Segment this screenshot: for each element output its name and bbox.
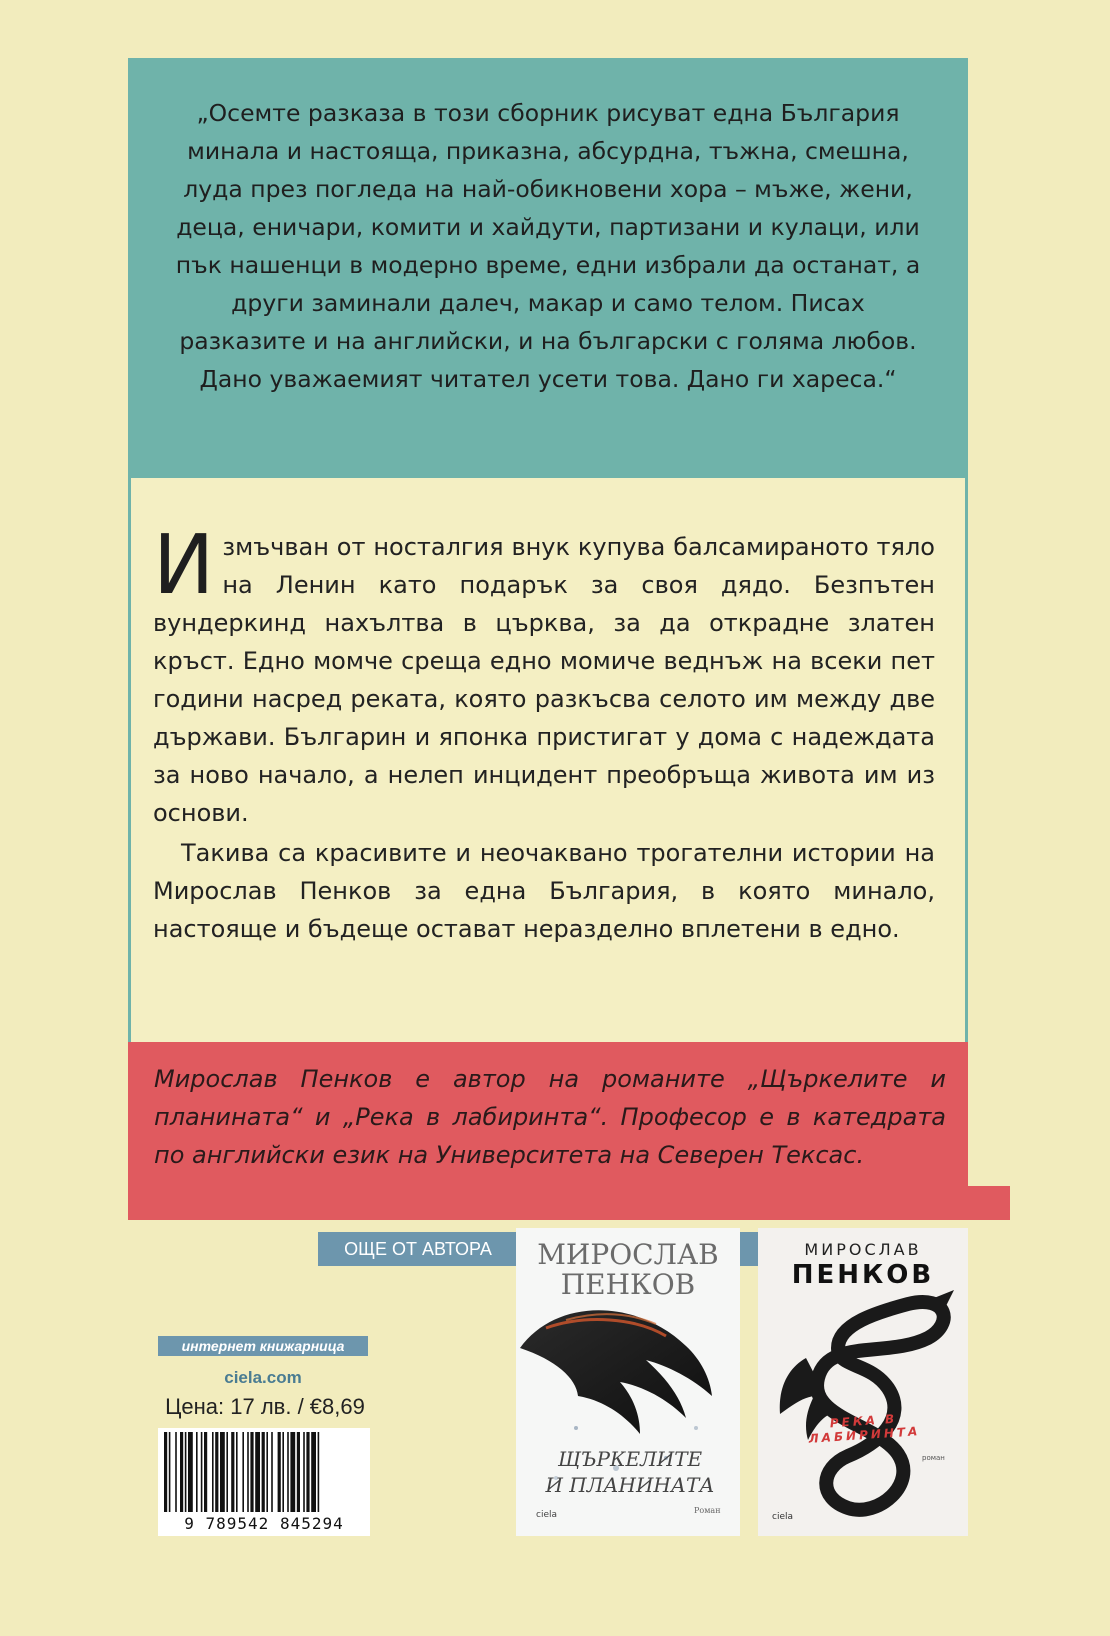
book2-genre: роман (922, 1454, 945, 1462)
description-paragraph-2: Такива са красивите и неочаквано трогателни истории на Мирослав Пенков за една България, в която минало, настояще и бъдеще остават неразделно вплетени в едно. (153, 839, 935, 943)
author-quote: „Осемте разказа в този сборник рисуват една България минала и настояща, приказна, абсурдна, тъжна, смешна, луда през погледа на най-обикновени хора – мъже, жени, деца, еничари, комити и хайдути, партизани и кулаци, или пък нашенци в модерно време, едни избрали да останат, а други заминали далеч, макар и само телом. Писах разказите и на английски, и на български с голяма любов. Дано уважаемият читател усети това. Дано ги хареса.“ (175, 99, 921, 393)
online-bookstore-label: интернет книжарница (158, 1336, 368, 1356)
book1-publisher-logo: ciela (536, 1510, 558, 1520)
author-bio: Мирослав Пенков е автор на романите „Щъркелите и планината“ и „Река в лабиринта“. Професор е в катедрата по английски език на Университета на Северен Тексас. (154, 1065, 946, 1169)
book1-title-line2: И ПЛАНИНАТА (545, 1473, 715, 1497)
book1-author-text: МИРОСЛАВ ПЕНКОВ (537, 1238, 719, 1301)
isbn-barcode (158, 1428, 370, 1536)
book2-publisher-logo: ciela (772, 1512, 794, 1522)
store-url-link[interactable]: ciela.com (224, 1368, 302, 1387)
book1-title (530, 1446, 730, 1498)
barcode-bars (158, 1432, 370, 1516)
more-from-author-strip (740, 1232, 760, 1266)
price-label: Цена: 17 лв. / €8,69 (165, 1394, 365, 1419)
description-paragraph-1 (153, 518, 935, 832)
book2-author-first: МИРОСЛАВ (804, 1240, 922, 1259)
book1-title-line1: ЩЪРКЕЛИТЕ (557, 1447, 703, 1471)
book-cover-river-in-labyrinth[interactable] (758, 1228, 968, 1536)
author-bio-box (128, 1042, 968, 1190)
book-cover-storks-and-mountain[interactable] (516, 1228, 740, 1536)
book2-title: РЕКА В ЛАБИРИНТА (808, 1411, 921, 1446)
book1-genre: Роман (694, 1506, 721, 1515)
serpent-illustration (758, 1228, 968, 1536)
isbn-digits: 9 789542 845294 (184, 1514, 344, 1533)
drop-cap: И (153, 518, 215, 613)
description-box (128, 478, 968, 1042)
book2-author-last: ПЕНКОВ (791, 1260, 935, 1290)
more-from-author-label: ОЩЕ ОТ АВТОРА (318, 1232, 518, 1266)
quote-box (128, 58, 968, 478)
bio-box-tail (128, 1186, 1010, 1220)
description-paragraph-1-text: змъчван от носталгия внук купува балсамираното тяло на Ленин като подарък за своя дядо. Безпътен вундеркинд нахълтва в църква, за да открадне златен кръст. Едно момче среща едно момиче веднъж на всеки пет години насред реката, която разкъсва селото им между две държави. Българин и японка пристигат у дома с надеждата за ново начало, а нелеп инцидент преобръща живота им из основи. (153, 533, 935, 827)
